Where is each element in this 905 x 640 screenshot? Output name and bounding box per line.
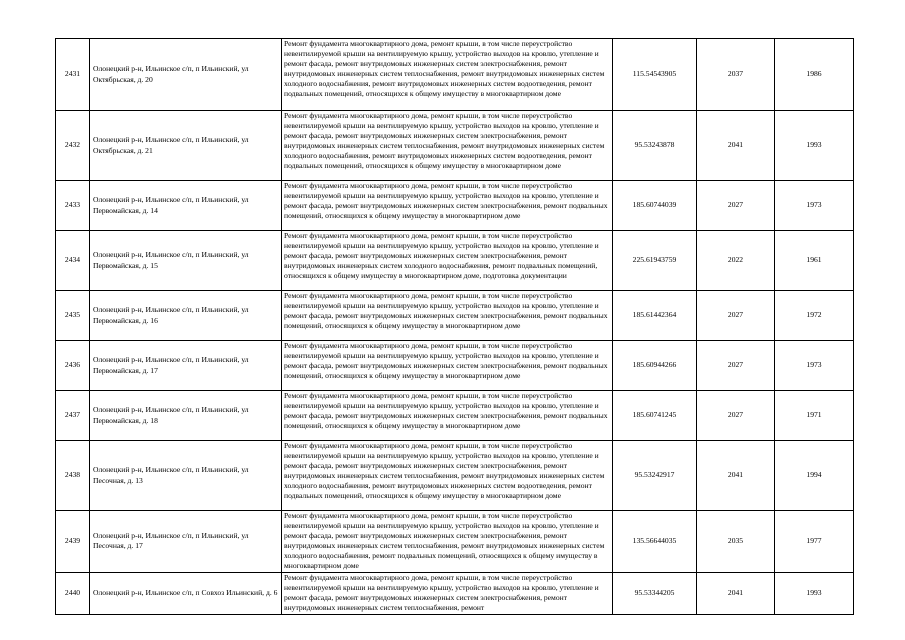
construction-year: 1993 bbox=[775, 572, 854, 614]
planned-year: 2027 bbox=[697, 181, 775, 231]
planned-year: 2041 bbox=[697, 572, 775, 614]
row-number: 2432 bbox=[56, 111, 90, 181]
construction-year: 1993 bbox=[775, 111, 854, 181]
table-row bbox=[56, 181, 854, 231]
repair-works: Ремонт фундамента многоквартирного дома, ремонт крыши, в том числе переустройство невентилируемой крыши на вентилируемую крышу, устройство выходов на кровлю, утепление и ремонт фасада, ремонт внутридомовых инженерных систем электроснабжения, ремонт подвальных помещений, относящихся к общему имуществу в многоквартирном доме bbox=[282, 391, 613, 441]
repair-cost: 135.56644035 bbox=[613, 511, 697, 573]
building-address: Олонецкий р-н, Ильинское с/п, п Ильинский, ул Первомайская, д. 15 bbox=[90, 231, 282, 291]
building-address: Олонецкий р-н, Ильинское с/п, п Ильинский, ул Октябрьская, д. 20 bbox=[90, 39, 282, 111]
building-address: Олонецкий р-н, Ильинское с/п, п Ильинский, ул Песочная, д. 13 bbox=[90, 441, 282, 511]
row-number: 2433 bbox=[56, 181, 90, 231]
planned-year: 2027 bbox=[697, 341, 775, 391]
repair-works: Ремонт фундамента многоквартирного дома, ремонт крыши, в том числе переустройство невентилируемой крыши на вентилируемую крышу, устройство выходов на кровлю, утепление и ремонт фасада, ремонт внутридомовых инженерных систем электроснабжения, ремонт внутридомовых инженерных систем теплоснабжения, ремонт bbox=[282, 572, 613, 614]
building-address: Олонецкий р-н, Ильинское с/п, п Совхоз Ильинский, д. 6 bbox=[90, 572, 282, 614]
planned-year: 2022 bbox=[697, 231, 775, 291]
construction-year: 1986 bbox=[775, 39, 854, 111]
planned-year: 2037 bbox=[697, 39, 775, 111]
planned-year: 2041 bbox=[697, 111, 775, 181]
row-number: 2431 bbox=[56, 39, 90, 111]
repair-cost: 95.53344205 bbox=[613, 572, 697, 614]
table-row bbox=[56, 111, 854, 181]
repair-cost: 115.54543905 bbox=[613, 39, 697, 111]
repair-works: Ремонт фундамента многоквартирного дома, ремонт крыши, в том числе переустройство невентилируемой крыши на вентилируемую крышу, устройство выходов на кровлю, утепление и ремонт фасада, ремонт внутридомовых инженерных систем электроснабжения, ремонт подвальных помещений, относящихся к общему имуществу в многоквартирном доме bbox=[282, 291, 613, 341]
building-address: Олонецкий р-н, Ильинское с/п, п Ильинский, ул Первомайская, д. 18 bbox=[90, 391, 282, 441]
repair-cost: 185.60741245 bbox=[613, 391, 697, 441]
table-row bbox=[56, 341, 854, 391]
row-number: 2439 bbox=[56, 511, 90, 573]
row-number: 2438 bbox=[56, 441, 90, 511]
table-row bbox=[56, 231, 854, 291]
construction-year: 1994 bbox=[775, 441, 854, 511]
building-address: Олонецкий р-н, Ильинское с/п, п Ильинский, ул Песочная, д. 17 bbox=[90, 511, 282, 573]
row-number: 2440 bbox=[56, 572, 90, 614]
table-row bbox=[56, 39, 854, 111]
row-number: 2436 bbox=[56, 341, 90, 391]
table-row bbox=[56, 511, 854, 573]
building-address: Олонецкий р-н, Ильинское с/п, п Ильинский, ул Первомайская, д. 17 bbox=[90, 341, 282, 391]
repair-works: Ремонт фундамента многоквартирного дома, ремонт крыши, в том числе переустройство невентилируемой крыши на вентилируемую крышу, устройство выходов на кровлю, утепление и ремонт фасада, ремонт внутридомовых инженерных систем электроснабжения, ремонт внутридомовых инженерных систем теплоснабжения, ремонт внутридомовых инженерных систем холодного водоснабжения, ремонт внутридомовых инженерных систем водоотведения, ремонт подвальных помещений, относящихся к общему имуществу в многоквартирном доме bbox=[282, 441, 613, 511]
table-row bbox=[56, 391, 854, 441]
planned-year: 2035 bbox=[697, 511, 775, 573]
repair-cost: 185.60744039 bbox=[613, 181, 697, 231]
repair-cost: 185.61442364 bbox=[613, 291, 697, 341]
table-row bbox=[56, 291, 854, 341]
repair-works: Ремонт фундамента многоквартирного дома, ремонт крыши, в том числе переустройство невентилируемой крыши на вентилируемую крышу, устройство выходов на кровлю, утепление и ремонт фасада, ремонт внутридомовых инженерных систем электроснабжения, ремонт внутридомовых инженерных систем теплоснабжения, ремонт внутридомовых инженерных систем холодного водоснабжения, ремонт подвальных помещений, относящихся к общему имуществу в многоквартирном доме bbox=[282, 511, 613, 573]
repair-cost: 95.53242917 bbox=[613, 441, 697, 511]
planned-year: 2027 bbox=[697, 391, 775, 441]
row-number: 2435 bbox=[56, 291, 90, 341]
construction-year: 1977 bbox=[775, 511, 854, 573]
construction-year: 1973 bbox=[775, 181, 854, 231]
table-row bbox=[56, 441, 854, 511]
repair-program-table bbox=[55, 38, 854, 615]
row-number: 2437 bbox=[56, 391, 90, 441]
construction-year: 1961 bbox=[775, 231, 854, 291]
repair-works: Ремонт фундамента многоквартирного дома, ремонт крыши, в том числе переустройство невентилируемой крыши на вентилируемую крышу, устройство выходов на кровлю, утепление и ремонт фасада, ремонт внутридомовых инженерных систем электроснабжения, ремонт подвальных помещений, относящихся к общему имуществу в многоквартирном доме bbox=[282, 341, 613, 391]
table-row bbox=[56, 572, 854, 614]
construction-year: 1973 bbox=[775, 341, 854, 391]
repair-works: Ремонт фундамента многоквартирного дома, ремонт крыши, в том числе переустройство невентилируемой крыши на вентилируемую крышу, устройство выходов на кровлю, утепление и ремонт фасада, ремонт внутридомовых инженерных систем электроснабжения, ремонт внутридомовых инженерных систем теплоснабжения, ремонт внутридомовых инженерных систем холодного водоснабжения, ремонт внутридомовых инженерных систем водоотведения, ремонт подвальных помещений, относящихся к общему имуществу в многоквартирном доме bbox=[282, 39, 613, 111]
repair-works: Ремонт фундамента многоквартирного дома, ремонт крыши, в том числе переустройство невентилируемой крыши на вентилируемую крышу, устройство выходов на кровлю, утепление и ремонт фасада, ремонт внутридомовых инженерных систем электроснабжения, ремонт подвальных помещений, относящихся к общему имуществу в многоквартирном доме bbox=[282, 181, 613, 231]
repair-works: Ремонт фундамента многоквартирного дома, ремонт крыши, в том числе переустройство невентилируемой крыши на вентилируемую крышу, устройство выходов на кровлю, утепление и ремонт фасада, ремонт внутридомовых инженерных систем электроснабжения, ремонт внутридомовых инженерных систем теплоснабжения, ремонт внутридомовых инженерных систем холодного водоснабжения, ремонт внутридомовых инженерных систем водоотведения, ремонт подвальных помещений, относящихся к общему имуществу в многоквартирном доме bbox=[282, 111, 613, 181]
construction-year: 1971 bbox=[775, 391, 854, 441]
planned-year: 2027 bbox=[697, 291, 775, 341]
planned-year: 2041 bbox=[697, 441, 775, 511]
table-body bbox=[56, 39, 854, 615]
construction-year: 1972 bbox=[775, 291, 854, 341]
repair-works: Ремонт фундамента многоквартирного дома, ремонт крыши, в том числе переустройство невентилируемой крыши на вентилируемую крышу, устройство выходов на кровлю, утепление и ремонт фасада, ремонт внутридомовых инженерных систем электроснабжения, ремонт внутридомовых инженерных систем холодного водоснабжения, ремонт подвальных помещений, относящихся к общему имуществу в многоквартирном доме, подготовка документации bbox=[282, 231, 613, 291]
repair-cost: 185.60944266 bbox=[613, 341, 697, 391]
building-address: Олонецкий р-н, Ильинское с/п, п Ильинский, ул Первомайская, д. 16 bbox=[90, 291, 282, 341]
building-address: Олонецкий р-н, Ильинское с/п, п Ильинский, ул Октябрьская, д. 21 bbox=[90, 111, 282, 181]
row-number: 2434 bbox=[56, 231, 90, 291]
repair-cost: 225.61943759 bbox=[613, 231, 697, 291]
repair-cost: 95.53243878 bbox=[613, 111, 697, 181]
building-address: Олонецкий р-н, Ильинское с/п, п Ильинский, ул Первомайская, д. 14 bbox=[90, 181, 282, 231]
